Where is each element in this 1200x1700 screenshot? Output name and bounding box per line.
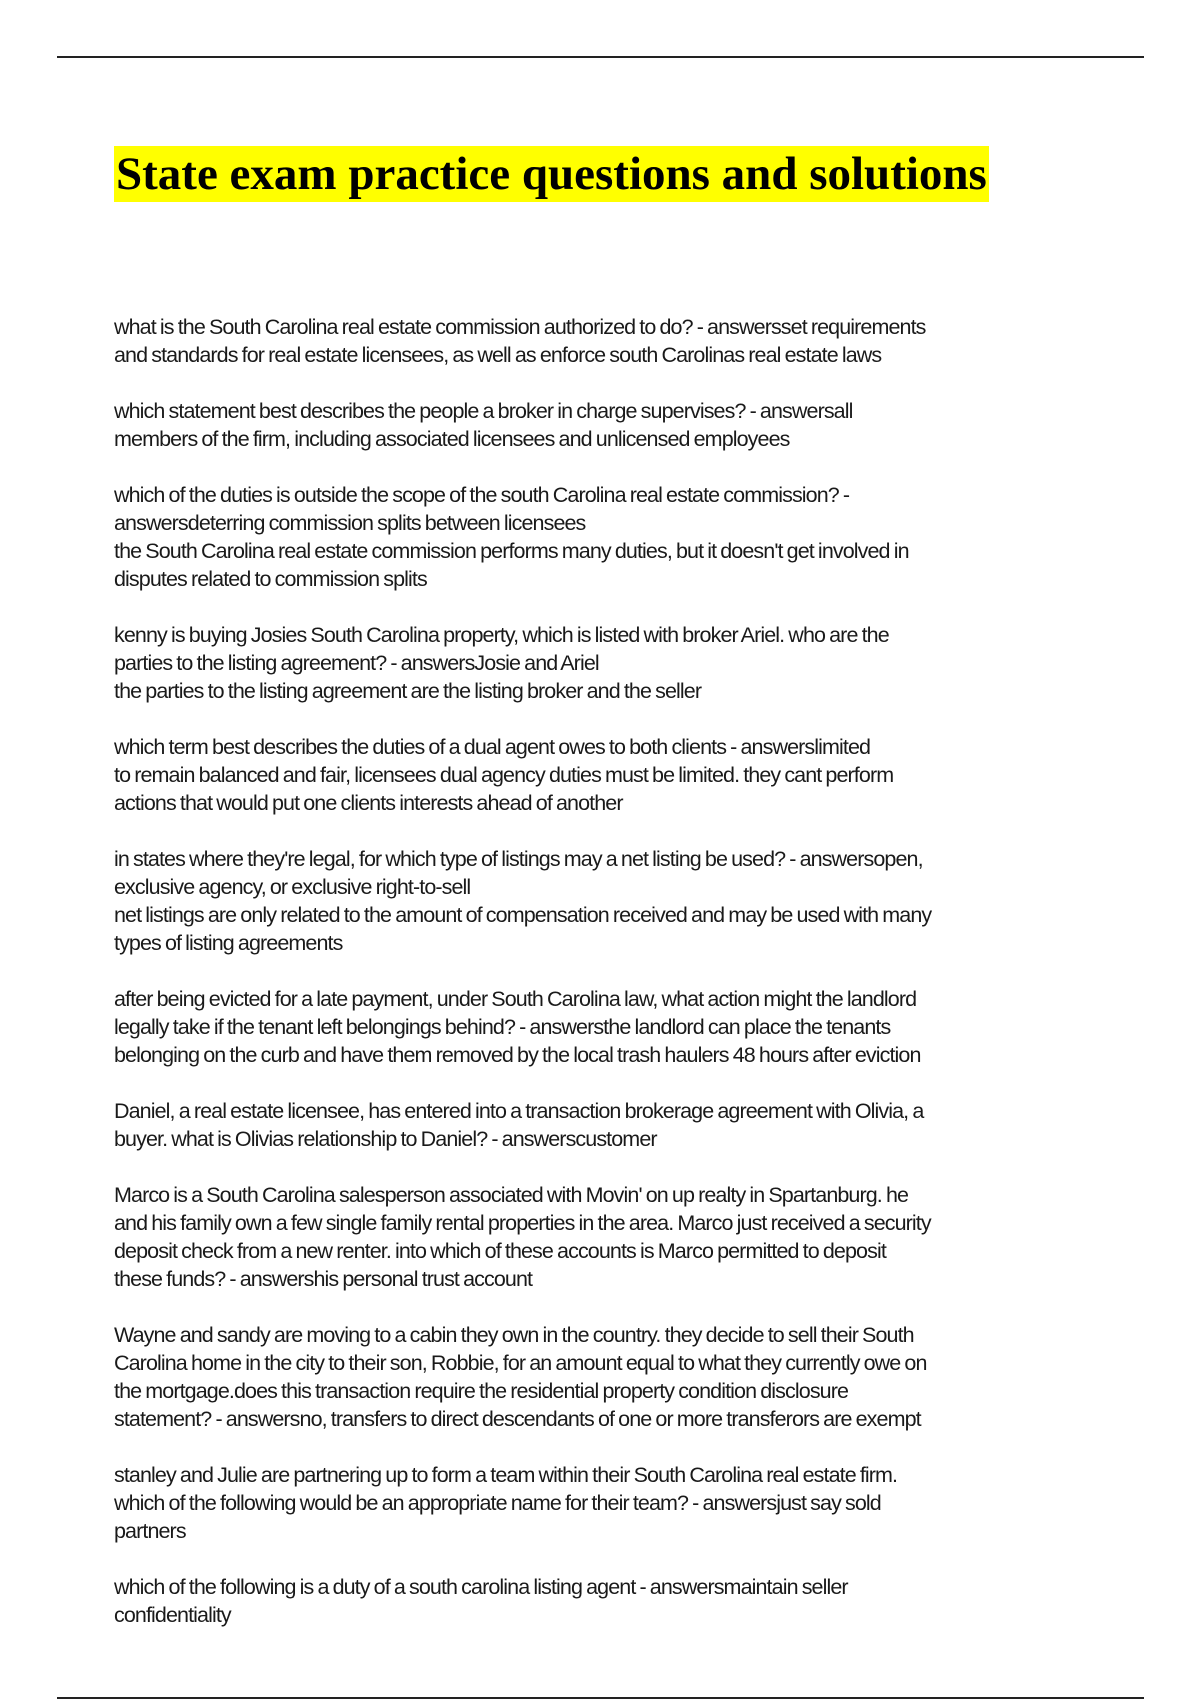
qa-text-line: answersdeterring commission splits between licensees — [114, 511, 586, 535]
top-divider — [57, 56, 1144, 58]
qa-text-line: exclusive agency, or exclusive right-to-sell — [114, 875, 471, 899]
qa-item — [114, 1461, 1114, 1545]
qa-item — [114, 1573, 1114, 1629]
qa-text-line: net listings are only related to the amount of compensation received and may be used with many — [114, 903, 932, 927]
qa-item — [114, 397, 1114, 453]
qa-text-line: which of the duties is outside the scope of the south Carolina real estate commission? - — [114, 483, 850, 507]
document-title: State exam practice questions and solutions — [116, 148, 987, 200]
qa-text-line: which of the following is a duty of a south carolina listing agent - answersmaintain seller — [114, 1575, 848, 1599]
qa-text-line: Daniel, a real estate licensee, has entered into a transaction brokerage agreement with Olivia, a — [114, 1099, 924, 1123]
qa-text-line: confidentiality — [114, 1603, 231, 1627]
qa-item — [114, 1321, 1114, 1433]
qa-text-line: belonging on the curb and have them removed by the local trash haulers 48 hours after eviction — [114, 1043, 921, 1067]
qa-text-line: legally take if the tenant left belongings behind? - answersthe landlord can place the tenants — [114, 1015, 891, 1039]
qa-text-line: Carolina home in the city to their son, Robbie, for an amount equal to what they currently owe on — [114, 1351, 927, 1375]
qa-item — [114, 845, 1114, 957]
title-container — [114, 146, 989, 202]
qa-text-line: buyer. what is Olivias relationship to Daniel? - answerscustomer — [114, 1127, 657, 1151]
qa-text-line: which statement best describes the people a broker in charge supervises? - answersall — [114, 399, 853, 423]
qa-text-line: disputes related to commission splits — [114, 567, 427, 591]
qa-text-line: and standards for real estate licensees, as well as enforce south Carolinas real estate laws — [114, 343, 882, 367]
qa-item — [114, 481, 1114, 593]
qa-item — [114, 733, 1114, 817]
qa-text-line: which term best describes the duties of a dual agent owes to both clients - answerslimited — [114, 735, 871, 759]
qa-text-line: to remain balanced and fair, licensees dual agency duties must be limited. they cant perform — [114, 763, 894, 787]
qa-text-line: Wayne and sandy are moving to a cabin they own in the country. they decide to sell their South — [114, 1323, 914, 1347]
qa-text-line: statement? - answersno, transfers to direct descendants of one or more transferors are exempt — [114, 1407, 921, 1431]
qa-text-line: and his family own a few single family rental properties in the area. Marco just received a security — [114, 1211, 931, 1235]
qa-text-line: these funds? - answershis personal trust account — [114, 1267, 533, 1291]
qa-text-line: Marco is a South Carolina salesperson associated with Movin' on up realty in Spartanburg. he — [114, 1183, 909, 1207]
qa-item — [114, 1181, 1114, 1293]
qa-text-line: types of listing agreements — [114, 931, 343, 955]
qa-text-line: in states where they're legal, for which type of listings may a net listing be used? - answersopen, — [114, 847, 923, 871]
qa-text-line: partners — [114, 1519, 186, 1543]
qa-text-line: members of the firm, including associated licensees and unlicensed employees — [114, 427, 790, 451]
qa-item — [114, 313, 1114, 369]
qa-item — [114, 985, 1114, 1069]
bottom-divider — [57, 1697, 1144, 1699]
qa-text-line: stanley and Julie are partnering up to form a team within their South Carolina real estate firm. — [114, 1463, 898, 1487]
qa-text-line: actions that would put one clients interests ahead of another — [114, 791, 623, 815]
qa-text-line: parties to the listing agreement? - answersJosie and Ariel — [114, 651, 599, 675]
qa-item — [114, 1097, 1114, 1153]
qa-list — [114, 313, 1114, 1657]
qa-text-line: which of the following would be an appropriate name for their team? - answersjust say sold — [114, 1491, 881, 1515]
qa-text-line: kenny is buying Josies South Carolina property, which is listed with broker Ariel. who are the — [114, 623, 889, 647]
qa-text-line: the parties to the listing agreement are the listing broker and the seller — [114, 679, 702, 703]
qa-text-line: the South Carolina real estate commission performs many duties, but it doesn't get involved in — [114, 539, 909, 563]
qa-text-line: deposit check from a new renter. into which of these accounts is Marco permitted to deposit — [114, 1239, 886, 1263]
qa-item — [114, 621, 1114, 705]
qa-text-line: the mortgage.does this transaction require the residential property condition disclosure — [114, 1379, 849, 1403]
qa-text-line: after being evicted for a late payment, under South Carolina law, what action might the landlord — [114, 987, 917, 1011]
qa-text-line: what is the South Carolina real estate commission authorized to do? - answersset requirements — [114, 315, 926, 339]
